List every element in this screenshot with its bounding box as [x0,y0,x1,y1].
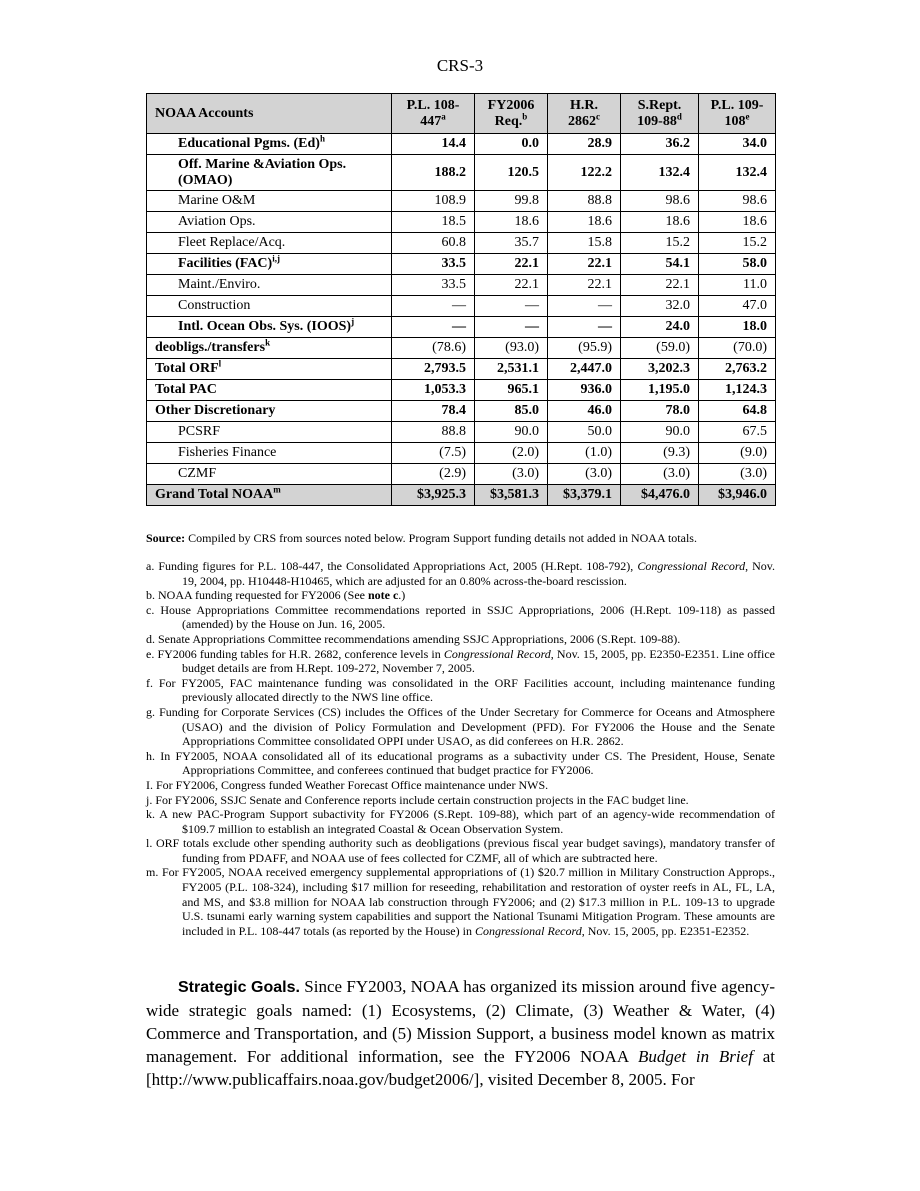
footnote [146,705,775,749]
table-cell: 18.0 [699,317,776,338]
footnote-text: Congressional Record [637,559,746,573]
table-cell: 85.0 [475,401,548,422]
table-cell: (3.0) [475,464,548,485]
column-header [147,94,392,134]
row-label [147,296,392,317]
table-cell: 46.0 [548,401,621,422]
footnote-text: b. NOAA funding requested for FY2006 (See [146,588,368,603]
table-cell: (3.0) [621,464,699,485]
table-cell: 1,124.3 [699,380,776,401]
table-cell: 2,531.1 [475,359,548,380]
footnote-marker: h [319,133,325,144]
footnote [146,588,775,603]
column-header-label: P.L. 108-447 [406,97,460,129]
column-header [548,94,621,134]
footnote [146,749,775,778]
table-cell: 64.8 [699,401,776,422]
column-header-label: P.L. 109-108 [710,97,764,129]
table-cell: (93.0) [475,338,548,359]
strategic-goals-heading: Strategic Goals. [178,979,300,996]
table-row [147,464,776,485]
table-cell: 78.4 [392,401,475,422]
column-header-label: NOAA Accounts [155,105,254,121]
table-cell: 120.5 [475,155,548,191]
row-label-text: Fisheries Finance [178,445,277,460]
row-label-text: Aviation Ops. [178,214,256,229]
table-cell: 33.5 [392,275,475,296]
row-label [147,401,392,422]
table-cell: 14.4 [392,134,475,155]
footnotes [146,559,775,938]
table-cell: — [548,317,621,338]
footnote-text: g. Funding for Corporate Services (CS) includes the Offices of the Under Secretary for Commerce for Oceans and Atmosphere (USAO) and the division of Policy Formulation and Development (PFD). For FY2006 the House and the Senate Appropriations Committee consolidated OPPI under USAO, as did conferees on H.R. 2862. [146,704,775,749]
table-cell: 188.2 [392,155,475,191]
budget-in-brief-title: Budget in Brief [637,1047,753,1066]
row-label-text: Marine O&M [178,193,256,208]
footnote-text: m. For FY2005, NOAA received emergency supplemental appropriations of (1) $20.7 million in Military Construction Approps., FY2005 (P.L. 108-324), including $17 million for reseeding, rehabilitation and restoration of oyster reefs in AL, FL, LA, and MS, and $3.8 million for NOAA lab construction through FY2006; and (2) $17.3 million in P.L. 109-13 to upgrade U.S. tsunami early warning system capabilities and support the National Tsunami Mitigation Program. These amounts are included in P.L. 108-447 totals (as reported by the House) in [146,865,775,938]
footnote-marker: k [265,337,271,348]
footnote [146,647,775,676]
table-cell: 122.2 [548,155,621,191]
body-text-2: at [http://www.publicaffairs.noaa.gov/budget2006/], visited December 8, 2005. For [146,1047,775,1089]
footnote-marker: b [522,110,528,121]
noaa-accounts-table [146,93,776,506]
table-cell: 2,793.5 [392,359,475,380]
table-cell: 18.6 [548,212,621,233]
footnote-marker: i,j [272,253,280,264]
footnote-text: .) [398,588,406,603]
table-row [147,191,776,212]
footnote-text: Congressional Record [443,646,551,661]
table-cell: $3,581.3 [475,485,548,506]
footnote-text: e. FY2006 funding tables for H.R. 2682, conference levels in [146,646,444,661]
table-cell: $3,946.0 [699,485,776,506]
row-label [147,134,392,155]
footnote-text: , Nov. 19, 2004, pp. H10448-H10465, which are adjusted for an 0.80% across-the-board rescission. [182,559,775,588]
table-cell: 15.2 [621,233,699,254]
footnote-marker: e [745,110,750,121]
table-cell: 108.9 [392,191,475,212]
table-cell: 90.0 [475,422,548,443]
table-cell: 18.6 [621,212,699,233]
row-label-text: Total ORF [155,361,219,376]
table-cell: 34.0 [699,134,776,155]
row-label [147,443,392,464]
row-label-text: Facilities (FAC) [178,256,273,271]
table-cell: 1,195.0 [621,380,699,401]
table-cell: 15.8 [548,233,621,254]
table-cell: 22.1 [475,254,548,275]
row-label [147,233,392,254]
table-cell: (2.0) [475,443,548,464]
footnote-text: k. A new PAC-Program Support subactivity for FY2006 (S.Rept. 109-88), which part of an agency-wide recommendation of $109.7 million to establish an integrated Coastal & Ocean Observation System. [146,807,775,836]
table-cell: (3.0) [699,464,776,485]
body-paragraph [146,975,775,1091]
row-label-text: CZMF [178,466,217,481]
table-cell: 132.4 [621,155,699,191]
table-cell: 58.0 [699,254,776,275]
table-cell: (59.0) [621,338,699,359]
footnote-text: d. Senate Appropriations Committee recommendations amending SSJC Appropriations, 2006 (S.Rept. 109-88). [146,631,681,646]
footnote-marker: a [441,110,446,121]
column-header-label: H.R. 2862 [568,97,598,129]
table-cell: 132.4 [699,155,776,191]
table-cell: 18.6 [699,212,776,233]
footnote [146,836,775,865]
table-cell: 22.1 [548,275,621,296]
row-label [147,380,392,401]
row-label-text: Maint./Enviro. [178,277,261,292]
table-cell: $3,379.1 [548,485,621,506]
footnote [146,632,775,647]
table-cell: (3.0) [548,464,621,485]
page-header: CRS-3 [436,56,484,75]
footnote [146,865,775,938]
source-line [146,531,775,546]
column-header-label: FY2006 Req. [487,97,535,129]
table-row [147,380,776,401]
row-label [147,338,392,359]
row-label [147,212,392,233]
footnote-text: c. House Appropriations Committee recommendations reported in SSJC Appropriations, 2006 (H.Rept. 109-118) as passed (amended) by the House on Jun. 16, 2005. [146,602,775,632]
table-cell: (70.0) [699,338,776,359]
table-body [147,134,776,506]
footnote-text: note c [367,588,399,603]
footnote-text: j. For FY2006, SSJC Senate and Conference reports include certain construction projects in the FAC budget line. [146,792,689,807]
row-label-text: Intl. Ocean Obs. Sys. (IOOS) [178,319,352,334]
footnote-text: , Nov. 15, 2005, pp. E2350-E2351. Line office budget details are from H.Rept. 109-272, November 7, 2005. [182,646,775,676]
table-cell: 54.1 [621,254,699,275]
row-label-text: Total PAC [155,382,217,397]
footnote-text: h. In FY2005, NOAA consolidated all of its educational programs as a subactivity under CS. The President, House, Senate Appropriations Committee, and conferees continued that budget practice for FY2006. [146,748,775,778]
table-row [147,296,776,317]
table-cell: 18.6 [475,212,548,233]
table-cell: 35.7 [475,233,548,254]
table-row [147,155,776,191]
table-row [147,212,776,233]
table-cell: — [475,296,548,317]
source-label: Source: [146,531,186,545]
footnote-marker: l [218,358,222,369]
table-cell: 36.2 [621,134,699,155]
row-label [147,155,392,191]
table-cell: 24.0 [621,317,699,338]
footnote-marker: j [351,316,355,327]
table-cell: (1.0) [548,443,621,464]
row-label-text: Construction [178,298,251,313]
table-cell: $3,925.3 [392,485,475,506]
table-cell: 18.5 [392,212,475,233]
table-cell: 99.8 [475,191,548,212]
row-label [147,464,392,485]
column-header [621,94,699,134]
table-cell: 88.8 [548,191,621,212]
footnote [146,807,775,836]
table-cell: 98.6 [621,191,699,212]
table-cell: (2.9) [392,464,475,485]
body-text-1: Since FY2003, NOAA has organized its mission around five agency-wide strategic goals named: (1) Ecosystems, (2) Climate, (3) Weather & Water, (4) Commerce and Transportation, and (5) Mission Support, a business model known as matrix management. For additional information, see the FY2006 NOAA [146,977,775,1066]
row-label-text: Educational Pgms. (Ed) [178,136,320,151]
column-header-label: S.Rept. 109-88 [637,97,682,129]
table-cell: 2,763.2 [699,359,776,380]
table-cell: 78.0 [621,401,699,422]
footnote-text: I. For FY2006, Congress funded Weather Forecast Office maintenance under NWS. [146,777,549,792]
table-cell: 2,447.0 [548,359,621,380]
table-cell: 0.0 [475,134,548,155]
table-cell: 28.9 [548,134,621,155]
table-cell: 60.8 [392,233,475,254]
table-cell: 90.0 [621,422,699,443]
table-cell: 936.0 [548,380,621,401]
table-row [147,443,776,464]
table-cell: 3,202.3 [621,359,699,380]
table-cell: (9.3) [621,443,699,464]
table-cell: (95.9) [548,338,621,359]
row-label [147,422,392,443]
row-label-text: PCSRF [178,424,221,439]
table-row [147,338,776,359]
footnote [146,676,775,705]
row-label [147,359,392,380]
row-label [147,191,392,212]
table-cell: — [392,296,475,317]
table-cell: 11.0 [699,275,776,296]
row-label [147,254,392,275]
column-header [392,94,475,134]
table-cell: $4,476.0 [621,485,699,506]
table-cell: 22.1 [548,254,621,275]
table-row [147,401,776,422]
footnote-text: f. For FY2005, FAC maintenance funding was consolidated in the ORF Facilities account, including maintenance funding previously allocated directly to the NWS line office. [146,675,775,705]
table-cell: 32.0 [621,296,699,317]
table-cell: 22.1 [621,275,699,296]
footnote-text: Congressional Record [474,923,582,938]
table-cell: — [548,296,621,317]
footnote [146,793,775,808]
table-cell: 67.5 [699,422,776,443]
table-header-row [147,94,776,134]
table-row [147,254,776,275]
footnote-marker: m [273,484,281,495]
footnote-marker: c [596,110,600,121]
table-cell: 22.1 [475,275,548,296]
table-row [147,485,776,506]
table-cell: 98.6 [699,191,776,212]
footnote-text: , Nov. 15, 2005, pp. E2351-E2352. [581,923,750,938]
row-label-text: Grand Total NOAA [155,487,274,502]
table-cell: (9.0) [699,443,776,464]
row-label-text: deobligs./transfers [155,340,266,355]
table-cell: (7.5) [392,443,475,464]
footnote-text: l. ORF totals exclude other spending authority such as deobligations (previous fiscal year budget savings), mandatory transfer of funding from PDAFF, and NOAA use of fees collected for CZMF, all of which are subtracted here. [146,836,775,865]
table-cell: 15.2 [699,233,776,254]
row-label-text: Off. Marine &Aviation Ops. (OMAO) [178,156,347,188]
row-label-text: Fleet Replace/Acq. [178,235,286,250]
column-header [699,94,776,134]
table-row [147,275,776,296]
row-label-text: Other Discretionary [155,403,276,418]
table-cell: 47.0 [699,296,776,317]
table-cell: — [392,317,475,338]
column-header [475,94,548,134]
row-label [147,485,392,506]
table-row [147,233,776,254]
table-row [147,317,776,338]
table-cell: — [475,317,548,338]
table-cell: (78.6) [392,338,475,359]
source-text: Compiled by CRS from sources noted below. Program Support funding details not added in NOAA totals. [185,531,697,545]
footnote-text: a. Funding figures for P.L. 108-447, the Consolidated Appropriations Act, 2005 (H.Rept. 108-792), [146,559,638,573]
table-row [147,359,776,380]
footnote [146,603,775,632]
row-label [147,275,392,296]
row-label [147,317,392,338]
table-cell: 50.0 [548,422,621,443]
footnote-marker: d [676,110,682,121]
footnote [146,559,775,588]
table-row [147,134,776,155]
table-row [147,422,776,443]
footnote [146,778,775,793]
table-cell: 965.1 [475,380,548,401]
table-cell: 88.8 [392,422,475,443]
table-cell: 33.5 [392,254,475,275]
table-cell: 1,053.3 [392,380,475,401]
